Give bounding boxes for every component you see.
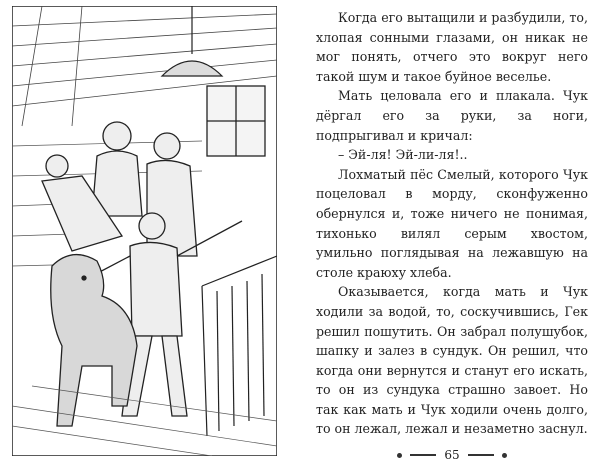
paragraph-1: Когда его вытащили и разбудили, то, хлопая сонными глазами, он никак не мог понять, отчего это вокруг него такой шум и такое буйное веселье.	[316, 10, 588, 84]
paragraph-4: Оказывается, когда мать и Чук ходили за водой, то, соскучившись, Гек решил пошутить. Он забрал полушубок, шапку и залез в сундук. Он решил, что когда они вернутся и станут его искать, то он из сундука страшно завоет. Но так как мать и Чук ходили очень долго, то он лежал, лежал и незаметно заснул.	[316, 284, 588, 437]
ornament-dot-left	[397, 453, 402, 458]
ornament-dot-right	[502, 453, 507, 458]
ornament-line-right	[468, 451, 494, 459]
dialogue-line: – Эй-ля! Эй-ли-ля!..	[338, 147, 468, 163]
page-footer	[316, 448, 588, 462]
paragraph-2: Мать целовала его и плакала. Чук дёргал его за руки, за ноги, подпрыгивал и кричал:	[316, 88, 588, 143]
illustration	[12, 6, 277, 456]
ornament-line-left	[410, 451, 436, 459]
window-drawing	[207, 86, 265, 156]
page-number: 65	[444, 448, 460, 462]
main-text	[316, 8, 588, 439]
paragraph-3: Лохматый пёс Смелый, которого Чук поцеловал в морду, сконфуженно обернулся и, тоже ничего не понимая, тихонько вилял серым хвостом, умильно поглядывая на лежавшую на столе краюху хлеба.	[316, 166, 588, 280]
